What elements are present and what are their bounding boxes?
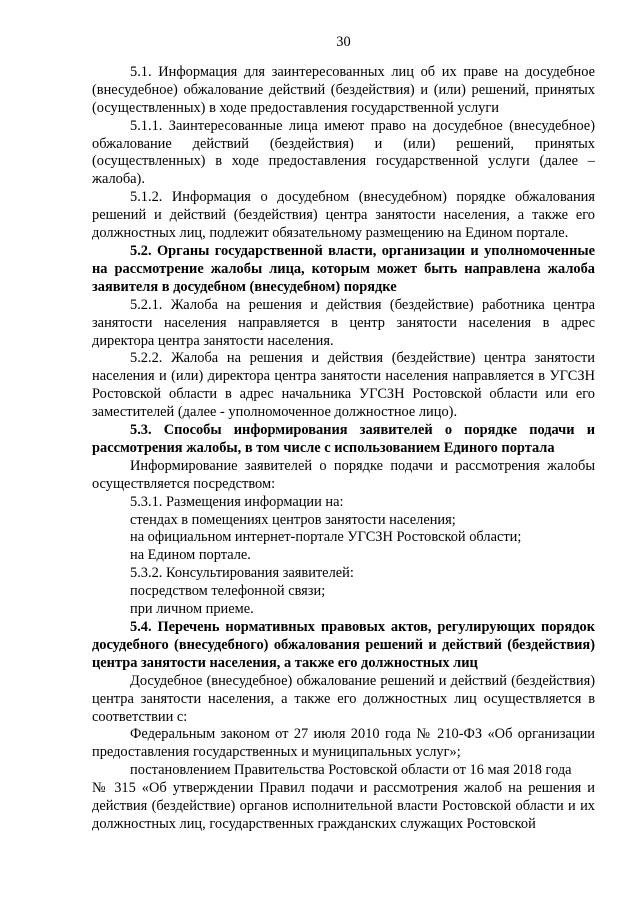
section-heading: 5.3. Способы информирования заявителей о порядке подачи и рассмотрения жалобы, в том числе с использованием Единого портала: [92, 422, 595, 456]
paragraph: Информирование заявителей о порядке подачи и рассмотрения жалобы осуществляется посредством:: [92, 457, 595, 492]
document-body: [92, 64, 595, 834]
section-heading: 5.2. Органы государственной власти, организации и уполномоченные на рассмотрение жалобы лица, которым может быть направлена жалоба заявителя в досудебном (внесудебном) порядке: [92, 242, 595, 295]
paragraph: № 315 «Об утверждении Правил подачи и рассмотрения жалоб на решения и действия (бездействие) органов исполнительной власти Ростовской области и их должностных лиц, государственных гражданских служащих Ростовской: [92, 780, 595, 832]
paragraph: 5.2.2. Жалоба на решения и действия (бездействие) центра занятости населения и (или) директора центра занятости населения направляется в УГСЗН Ростовской области в адрес начальника УГСЗН Ростовской области или его заместителей (далее - уполномоченное должностное лицо).: [92, 350, 595, 421]
paragraph: постановлением Правительства Ростовской области от 16 мая 2018 года: [130, 762, 572, 779]
paragraph: Федеральным законом от 27 июля 2010 года № 210-ФЗ «Об организации предоставления государственных и муниципальных услуг»;: [92, 726, 595, 761]
paragraph: на Едином портале.: [130, 547, 251, 564]
paragraph: 5.2.1. Жалоба на решения и действия (бездействие) работника центра занятости населения направляется в центр занятости населения в адрес директора центра занятости населения.: [92, 296, 595, 349]
document-page: [92, 34, 595, 834]
paragraph: 5.1. Информация для заинтересованных лиц об их праве на досудебное (внесудебное) обжалование действий (бездействия) и (или) решений, принятых (осуществленных) в ходе предоставления государственной услуги: [92, 63, 595, 116]
paragraph: на официальном интернет-портале УГСЗН Ростовской области;: [130, 529, 522, 546]
paragraph: при личном приеме.: [130, 601, 254, 618]
paragraph: стендах в помещениях центров занятости населения;: [130, 511, 456, 528]
paragraph: 5.1.2. Информация о досудебном (внесудебном) порядке обжалования решений и действий (бездействия) центра занятости населения, а также его должностных лиц, подлежит обязательному размещению на Едином портале.: [92, 189, 595, 242]
paragraph: 5.3.1. Размещения информации на:: [130, 493, 344, 510]
paragraph: Досудебное (внесудебное) обжалование решений и действий (бездействия) центра занятости населения, а также его должностных лиц осуществляется в соответствии с:: [92, 672, 595, 725]
paragraph: 5.1.1. Заинтересованные лица имеют право на досудебное (внесудебное) обжалование действий (бездействия) и (или) решений, принятых (осуществленных) в ходе предоставления государственной услуги (далее – жалоба).: [92, 117, 595, 188]
paragraph: 5.3.2. Консультирования заявителей:: [130, 565, 354, 582]
page-number: 30: [336, 34, 351, 50]
section-heading: 5.4. Перечень нормативных правовых актов, регулирующих порядок досудебного (внесудебного) обжалования решений и действий (бездействия) центра занятости населения, а также его должностных лиц: [92, 619, 595, 671]
paragraph: посредством телефонной связи;: [130, 583, 326, 600]
